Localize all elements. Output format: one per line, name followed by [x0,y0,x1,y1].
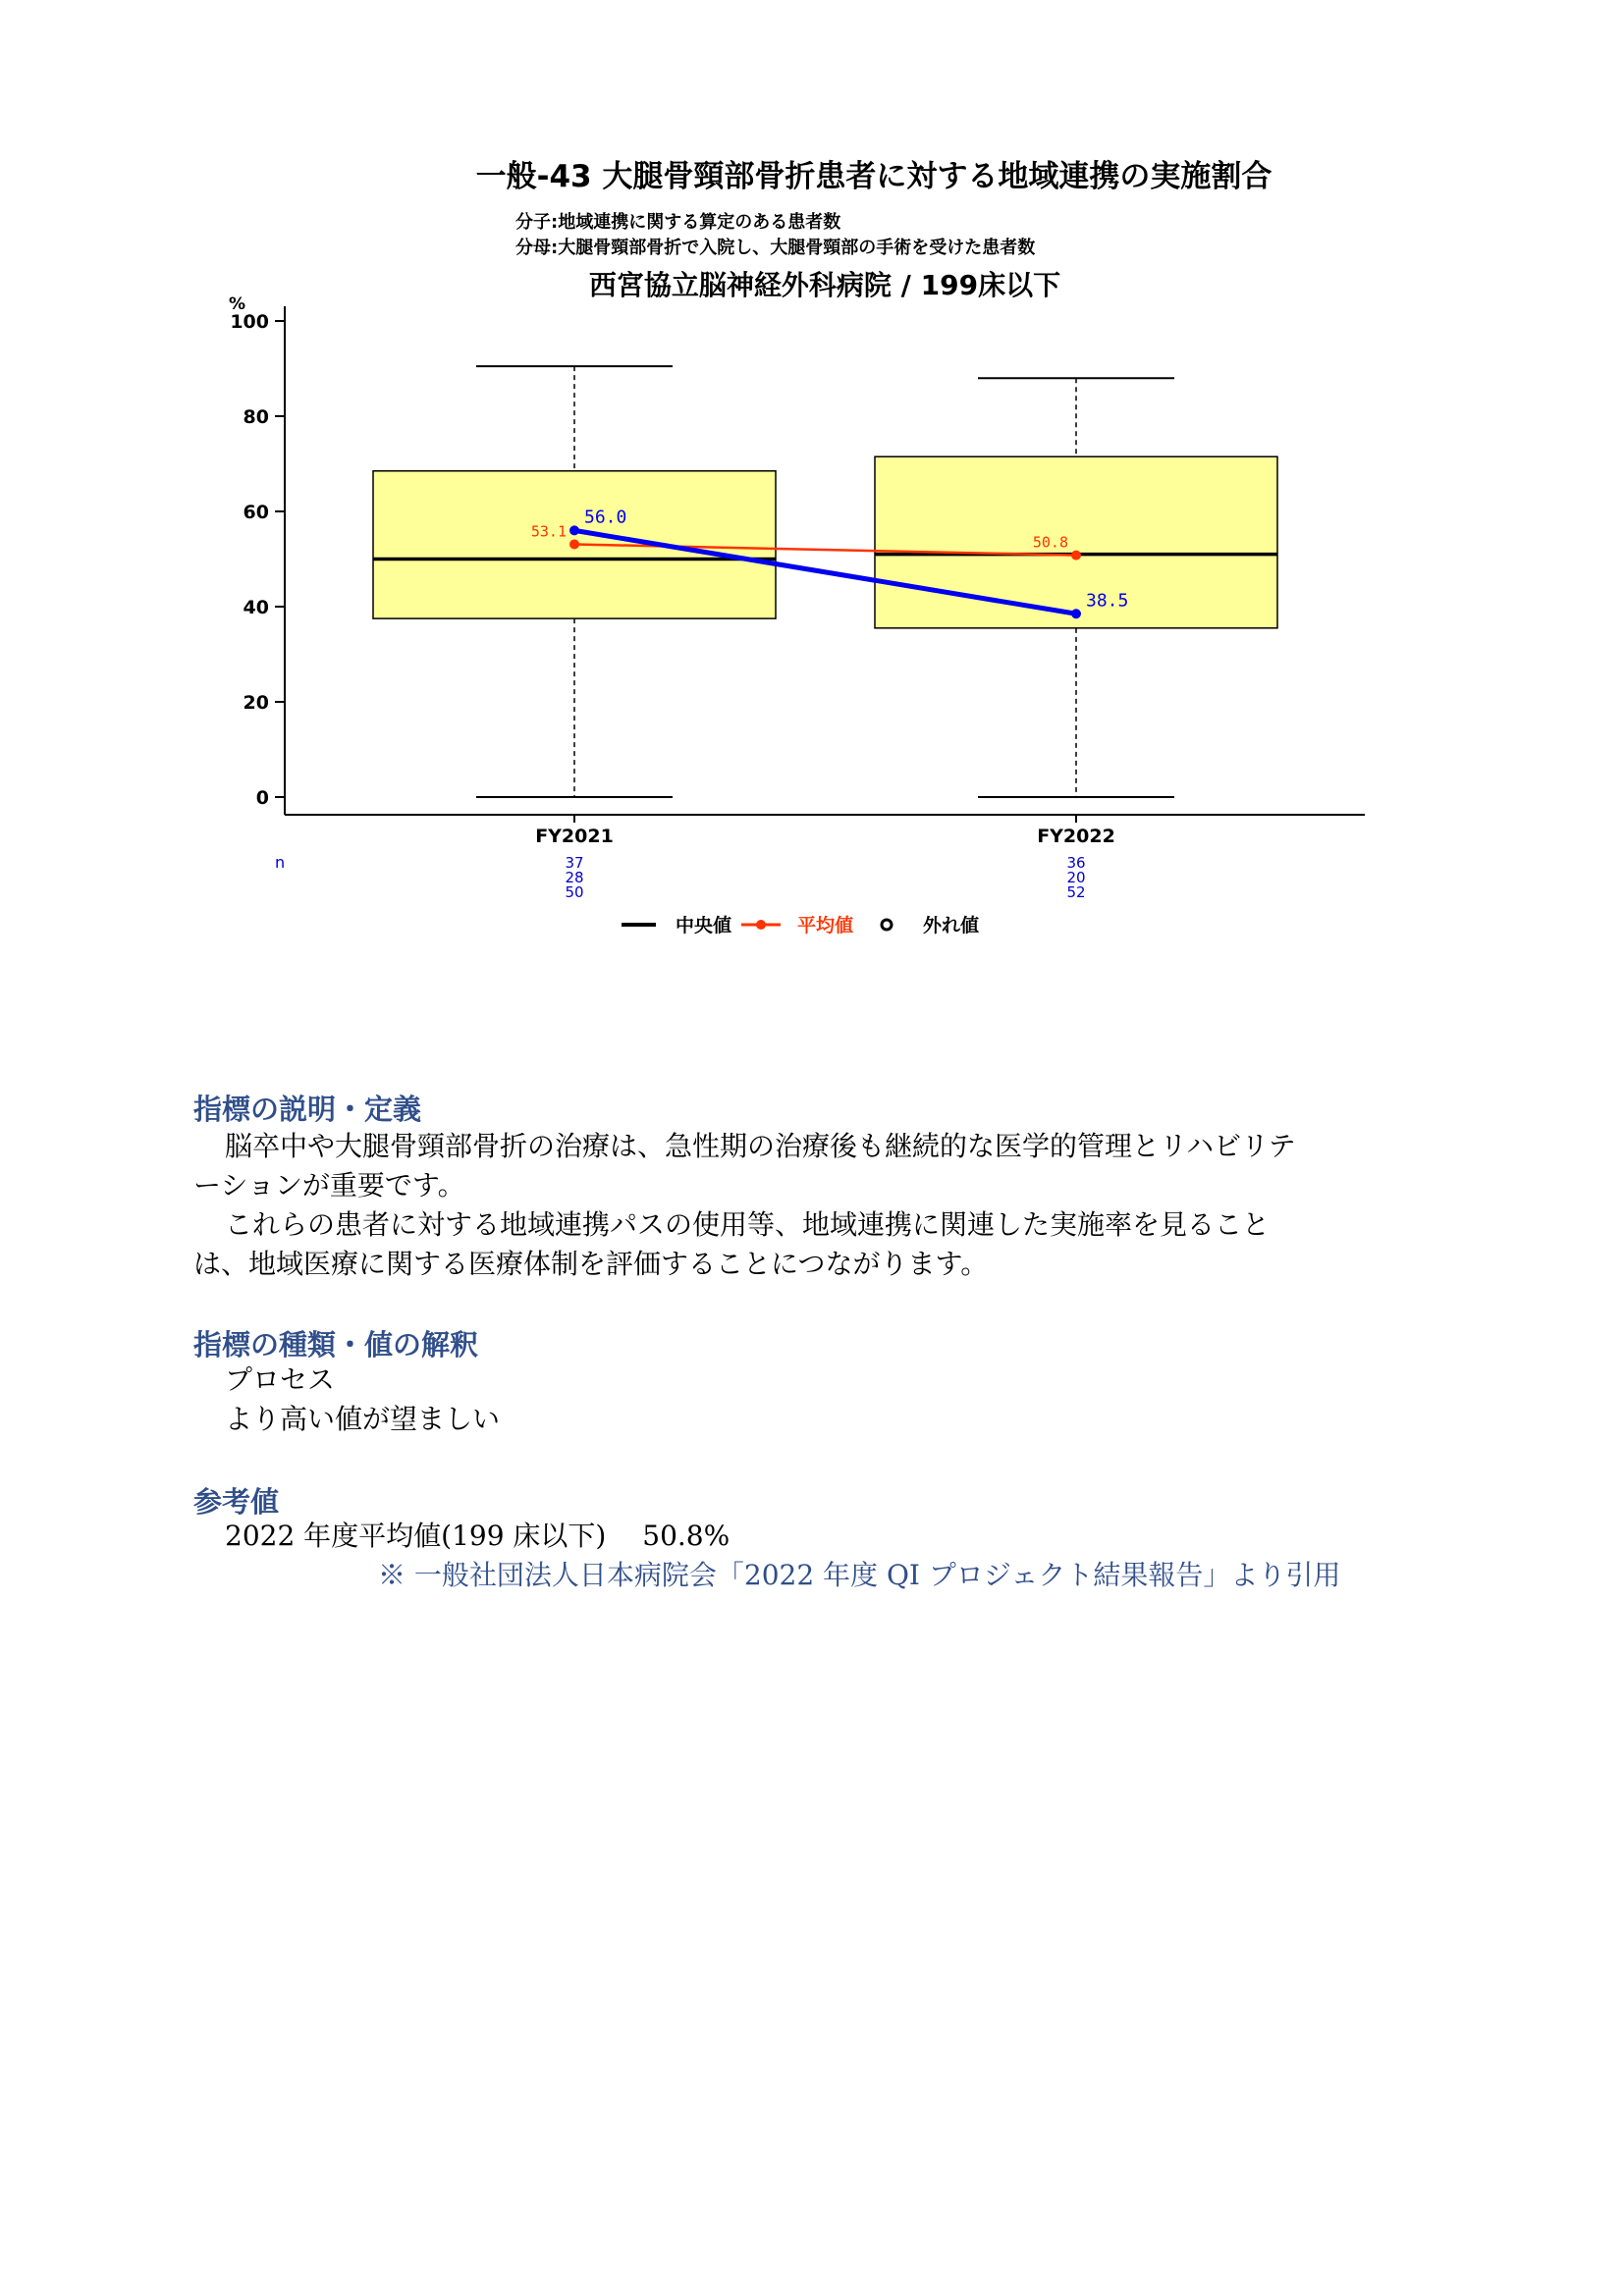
n-label: n [275,853,286,872]
reference-heading: 参考値 [193,1485,280,1519]
definition-text [193,1127,1431,1284]
legend-outlier-label: 外れ値 [923,915,980,936]
definition-line-1: 脳卒中や大腿骨頸部骨折の治療は、急性期の治療後も継続的な医学的管理とリハビリテ [225,1130,1296,1162]
reference-text [193,1517,1431,1556]
n-value: 37 [565,854,584,872]
chart-title: 一般-43 大腿骨頸部骨折患者に対する地域連携の実施割合 [475,159,1272,194]
n-value: 50 [565,883,584,901]
box-plot-chart [0,0,1624,962]
x-tick-label: FY2022 [1037,826,1115,847]
mean-point [1071,551,1081,561]
n-value: 28 [565,869,584,886]
legend-mean-marker [756,920,766,930]
legend-mean-label: 平均値 [797,915,854,936]
definition-line-4: は、地域医療に関する医療体制を評価することにつながります。 [193,1248,989,1280]
definition-line-3: これらの患者に対する地域連携パスの使用等、地域連携に関連した実施率を見ること [225,1208,1271,1241]
facility-point [1071,609,1081,618]
facility-data-label: 56.0 [584,507,627,528]
definition-line-2: ーションが重要です。 [193,1169,465,1201]
facility-point [569,525,579,535]
box-iqr [875,456,1277,628]
legend-median-label: 中央値 [676,915,732,936]
mean-data-label: 50.8 [1032,533,1068,552]
n-value: 36 [1066,854,1086,872]
chart-legend [622,914,979,936]
n-value: 20 [1066,869,1086,886]
chart-numerator: 分子:地域連携に関する算定のある患者数 [515,212,841,233]
definition-heading: 指標の説明・定義 [193,1093,422,1126]
legend-outlier-marker [882,920,892,930]
y-tick-label: 20 [243,692,269,714]
facility-data-label: 38.5 [1086,590,1129,612]
chart-denominator: 分母:大腿骨頸部骨折で入院し、大腿骨頸部の手術を受けた患者数 [515,238,1036,258]
y-tick-label: 60 [243,502,269,523]
y-tick-label: 40 [243,597,269,618]
type-line-2: より高い値が望ましい [225,1403,501,1435]
type-line-1: プロセス [225,1363,336,1396]
y-tick-label: 100 [230,311,269,333]
type-heading: 指標の種類・値の解釈 [193,1328,479,1362]
y-tick-label: 0 [255,787,269,809]
type-text [193,1361,1431,1439]
chart-subtitle: 西宮協立脳神経外科病院 / 199床以下 [588,269,1061,301]
y-axis-label: % [229,294,246,314]
reference-line-1: 2022 年度平均値(199 床以下) 50.8% [225,1520,731,1552]
mean-data-label: 53.1 [530,522,567,541]
n-value: 52 [1066,883,1086,901]
y-tick-label: 80 [243,406,269,428]
x-tick-label: FY2021 [535,826,614,847]
mean-point [569,539,579,549]
reference-note: ※ 一般社団法人日本病院会「2022 年度 QI プロジェクト結果報告」より引用 [378,1559,1341,1591]
